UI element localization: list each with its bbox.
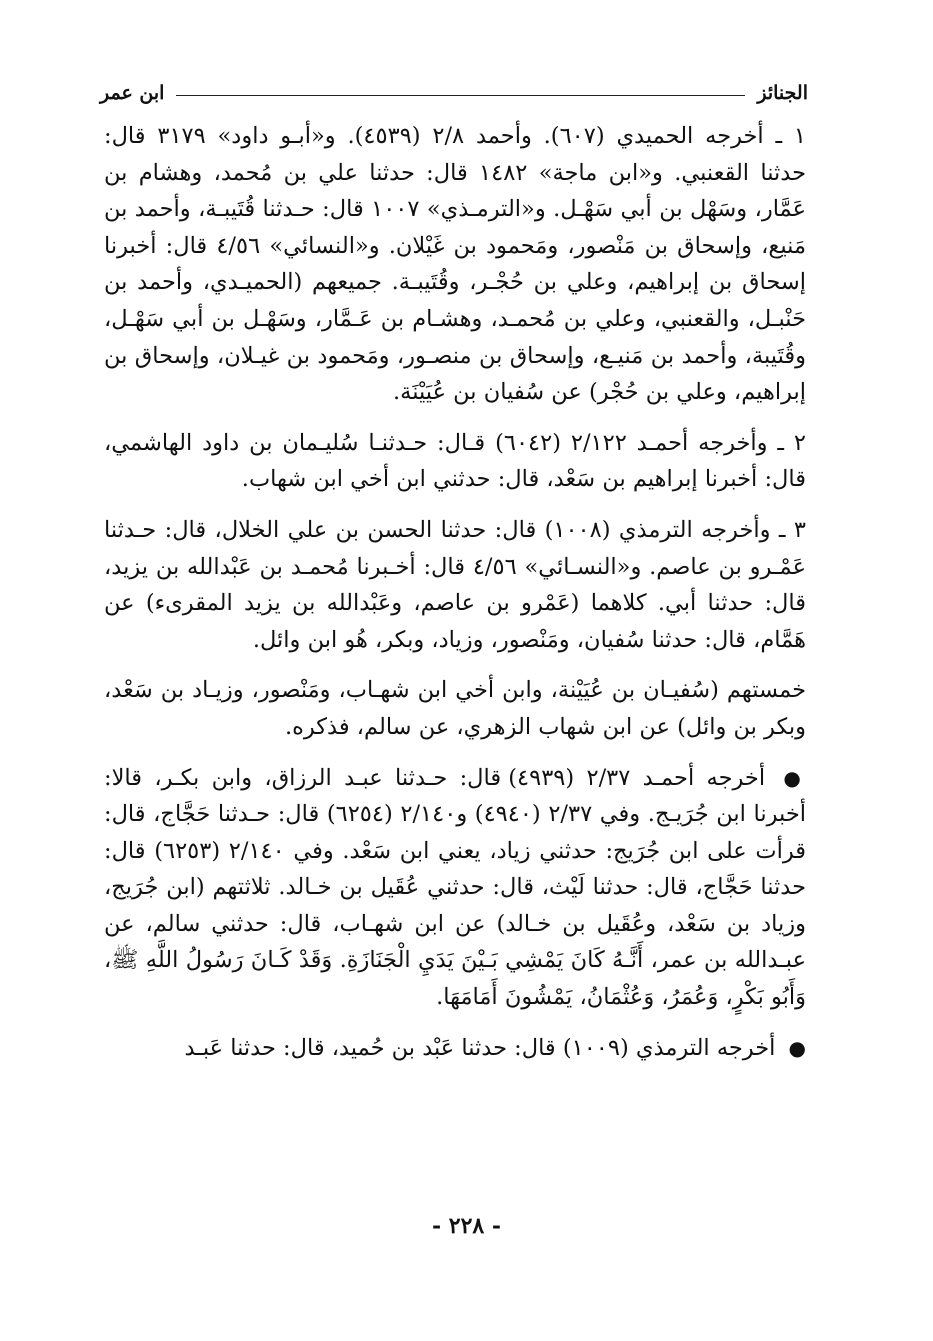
paragraph-3 [104, 512, 806, 658]
paragraph-4 [104, 672, 806, 745]
paragraph-5 [104, 760, 806, 1016]
paragraph-2 [104, 425, 806, 498]
paragraph-text: أخرجه الترمذي (١٠٠٩) قال: حدثنا عَبْد بن حُميد، قال: حدثنا عَبـد [184, 1034, 776, 1061]
header-narrator: ابن عمر [100, 82, 165, 104]
bullet-icon: ● [788, 1035, 806, 1060]
page-number: - ٢٢٨ - [431, 1213, 502, 1239]
paragraph-text: ٢ ـ وأخرجه أحمـد ٢/١٢٢ (٦٠٤٢) قـال: حـدثنـا سُليـمان بن داود الهاشمي، قال: أخبرنا إبراهيم بن سَعْد، قال: حدثني ابن أخي ابن شهاب. [104, 429, 806, 493]
paragraph-1 [104, 118, 806, 411]
paragraph-text: ٣ ـ وأخرجه الترمذي (١٠٠٨) قال: حدثنا الحسن بن علي الخلال، قال: حـدثنا عَمْـرو بن عاصم. و«النسـائي» ٤/٥٦ قال: أخـبرنا مُحمـد بن عَبْدالله بن يزيد، قال: حدثنا أبي. كلاهما (عَمْرو بن عاصم، وعَبْدالله بن يزيد المقرىء) عن هَمَّام، قال: حدثنا سُفيان، ومَنْصور، وزياد، وبكر، هُو ابن وائل. [104, 516, 806, 653]
running-header [100, 78, 808, 108]
paragraph-text: ١ ـ أخرجه الحميدي (٦٠٧). وأحمد ٢/٨ (٤٥٣٩). و«أبـو داود» ٣١٧٩ قال: حدثنا القعنبي. و«ابن ماجة» ١٤٨٢ قال: حدثنا علي بن مُحمد، وهشام بن عَمَّار، وسَهْل بن أبي سَهْـل. و«الترمـذي» ١٠٠٧ قال: حـدثنا قُتَيبـة، وأحمد بن مَنيع، وإسحاق بن مَنْصور، ومَحمود بن غَيْلان. و«النسائي» ٤/٥٦ قال: أخبرنا إسحاق بن إبراهيم، وعلي بن حُجْـر، وقُتَيبـة. جميعهم (الحميـدي، وأحمد بن حَنْبـل، والقعنبي، وعلي بن مُحمـد، وهشـام بن عَـمَّار، وسَهْـل بن أبي سَهْـل، وقُتَيبة، وأحمد بن مَنيـع، وإسحاق بن منصـور، ومَحمود بن غيـلان، وإسحاق بن إبراهيم، وعلي بن حُجْر) عن سُفيان بن عُيَيْنَة. [104, 123, 807, 406]
paragraph-6 [104, 1030, 806, 1067]
paragraph-text: أخرجه أحمـد ٢/٣٧ (٤٩٣٩) قال: حـدثنا عبـد الرزاق، وابن بكـر، قالا: أخبرنا ابن جُرَيـج. وفي ٢/٣٧ (٤٩٤٠) و٢/١٤٠ (٦٢٥٤) قال: حـدثنا حَجَّاج، قال: قرأت على ابن جُرَيج: حدثني زياد، يعني ابن سَعْد. وفي ٢/١٤٠ (٦٢٥٣) قال: حدثنا حَجَّاج، قال: حدثنا لَيْث، قال: حدثني عُقَيل بن خـالد. ثلاثتهم (ابن جُرَيج، وزياد بن سَعْد، وعُقَيل بن خـالد) عن ابن شهـاب، قال: حدثني سالم، عن عبـدالله بن عمر، أَنَّـهُ كَانَ يَمْشِي بَـيْنَ يَدَيِ الْجَنَازَةِ. وَقَدْ كَـانَ رَسُولُ اللَّهِ ﷺ، وَأَبُو بَكْرٍ، وَعُمَرُ، وَعُثْمَانُ، يَمْشُونَ أَمَامَهَا. [104, 764, 807, 1011]
bullet-icon: ● [783, 765, 807, 790]
paragraph-text: خمستهم (سُفيـان بن عُيَيْنة، وابن أخي ابن شهـاب، ومَنْصور، وزيـاد بن سَعْد، وبكر بن وائل) عن ابن شهاب الزهري، عن سالم، فذكره. [104, 677, 806, 740]
body-text [104, 118, 806, 1080]
header-section-title: الجنائز [757, 82, 808, 104]
header-rule [176, 95, 745, 96]
